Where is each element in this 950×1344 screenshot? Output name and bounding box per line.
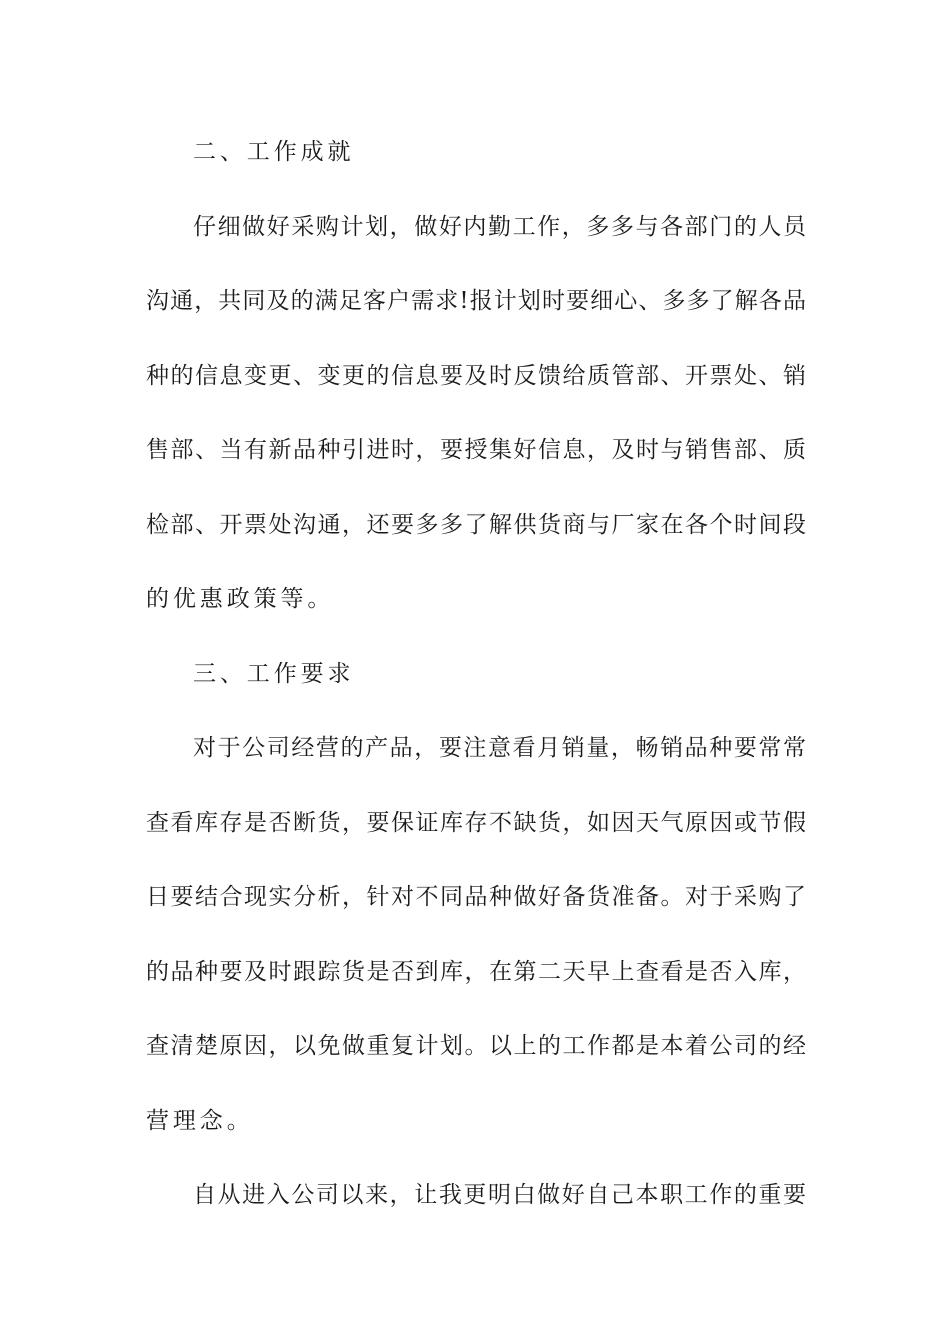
paragraph-line: 对于公司经营的产品，要注意看月销量，畅销品种要常常 — [193, 735, 806, 761]
paragraph-line: 日要结合现实分析，针对不同品种做好备货准备。对于采购了 — [146, 884, 806, 910]
section-heading: 二、工作成就 — [193, 139, 355, 165]
document-body — [146, 126, 806, 1244]
paragraph-line: 仔细做好采购计划，做好内勤工作，多多与各部门的人员 — [193, 213, 806, 240]
paragraph-line: 的优惠政策等。 — [146, 586, 335, 612]
paragraph-line: 的品种要及时跟踪货是否到库，在第二天早上查看是否入库， — [146, 958, 806, 985]
paragraph-line: 营理念。 — [146, 1107, 254, 1134]
paragraph-line: 沟通，共同及的满足客户需求!报计划时要细心、多多了解各品 — [146, 288, 806, 314]
section-heading: 三、工作要求 — [193, 660, 355, 687]
paragraph-line: 查看库存是否断货，要保证库存不缺货，如因天气原因或节假 — [146, 809, 806, 836]
paragraph-line: 种的信息变更、变更的信息要及时反馈给质管部、开票处、销 — [146, 362, 806, 389]
paragraph-line: 自从进入公司以来，让我更明白做好自己本职工作的重要 — [193, 1182, 806, 1208]
paragraph-line: 查清楚原因，以免做重复计划。以上的工作都是本着公司的经 — [146, 1033, 806, 1059]
paragraph-line: 售部、当有新品种引进时，要授集好信息，及时与销售部、质 — [146, 437, 806, 463]
paragraph-line: 检部、开票处沟通，还要多多了解供货商与厂家在各个时间段 — [146, 511, 806, 538]
